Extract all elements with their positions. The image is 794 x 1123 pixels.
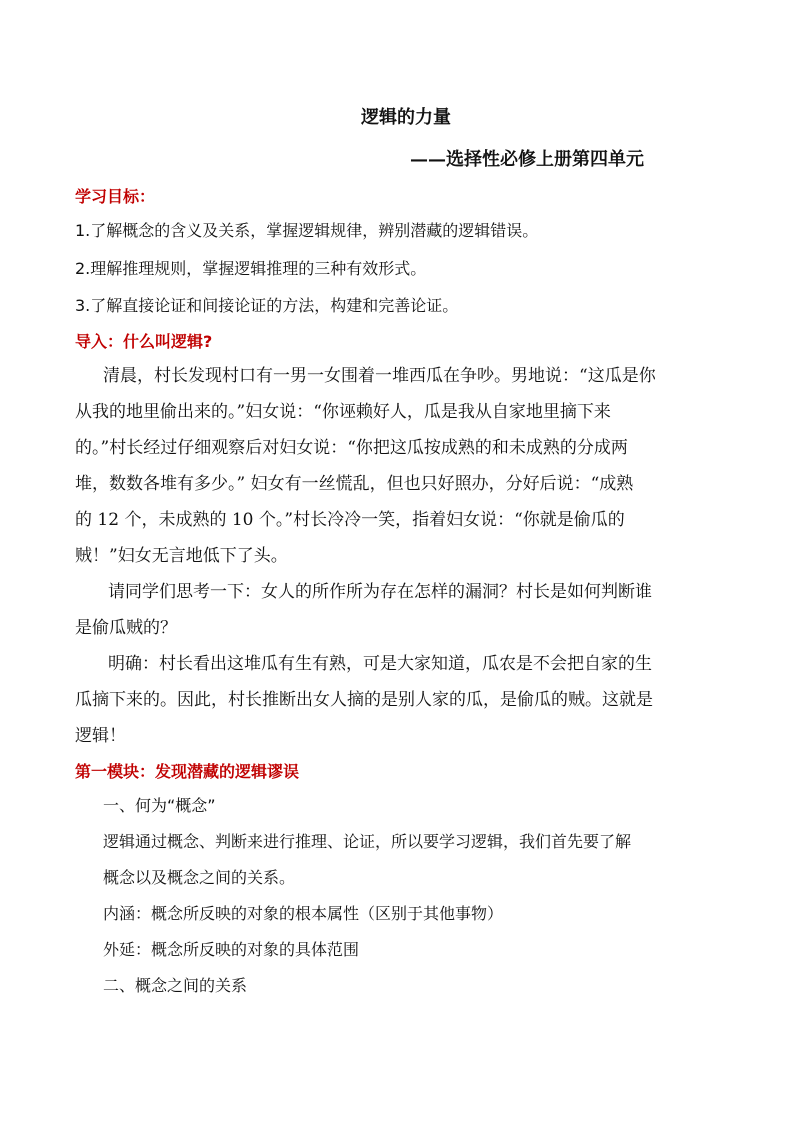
goals-heading: 学习目标： xyxy=(75,187,156,206)
answer-line: 逻辑！ xyxy=(75,726,126,746)
document-title: 逻辑的力量 xyxy=(361,107,451,128)
answer-line: 瓜摘下来的。因此，村长推断出女人摘的是别人家的瓜，是偷瓜的贼。这就是 xyxy=(75,690,653,710)
goal-item: 1.了解概念的含义及关系，掌握逻辑规律，辨别潜藏的逻辑错误。 xyxy=(75,221,539,240)
extension-line: 外延：概念所反映的对象的具体范围 xyxy=(103,940,360,959)
answer-line: 明确：村长看出这堆瓜有生有熟，可是大家知道，瓜农是不会把自家的生 xyxy=(108,654,652,674)
question-line: 是偷瓜贼的？ xyxy=(75,618,177,638)
story-line: 贼！”妇女无言地低下了头。 xyxy=(75,546,288,566)
goal-item: 2.理解推理规则，掌握逻辑推理的三种有效形式。 xyxy=(75,259,427,278)
question-line: 请同学们思考一下：女人的所作所为存在怎样的漏洞？村长是如何判断谁 xyxy=(108,582,652,602)
intro-heading: 导入：什么叫逻辑? xyxy=(75,332,213,351)
story-line: 堆，数数各堆有多少。” 妇女有一丝慌乱，但也只好照办，分好后说：“成熟 xyxy=(75,474,634,494)
concept-paragraph-line: 逻辑通过概念、判断来进行推理、论证，所以要学习逻辑，我们首先要了解 xyxy=(103,832,632,851)
story-line: 从我的地里偷出来的。”妇女说：“你诬赖好人，瓜是我从自家地里摘下来 xyxy=(75,402,611,422)
goal-item: 3.了解直接论证和间接论证的方法，构建和完善论证。 xyxy=(75,296,459,315)
module1-heading: 第一模块：发现潜藏的逻辑谬误 xyxy=(75,762,300,781)
story-line: 的 12 个，未成熟的 10 个。”村长冷冷一笑，指着妇女说：“你就是偷瓜的 xyxy=(75,510,625,530)
concept-subheading: 一、何为“概念” xyxy=(103,796,216,815)
relations-subheading: 二、概念之间的关系 xyxy=(103,976,248,995)
story-line: 清晨，村长发现村口有一男一女围着一堆西瓜在争吵。男地说：“这瓜是你 xyxy=(103,366,656,386)
document-subtitle: ——选择性必修上册第四单元 xyxy=(410,149,644,170)
story-line: 的。”村长经过仔细观察后对妇女说：“你把这瓜按成熟的和未成熟的分成两 xyxy=(75,438,628,458)
connotation-line: 内涵：概念所反映的对象的根本属性（区别于其他事物） xyxy=(103,904,504,923)
concept-paragraph-line: 概念以及概念之间的关系。 xyxy=(103,868,296,887)
